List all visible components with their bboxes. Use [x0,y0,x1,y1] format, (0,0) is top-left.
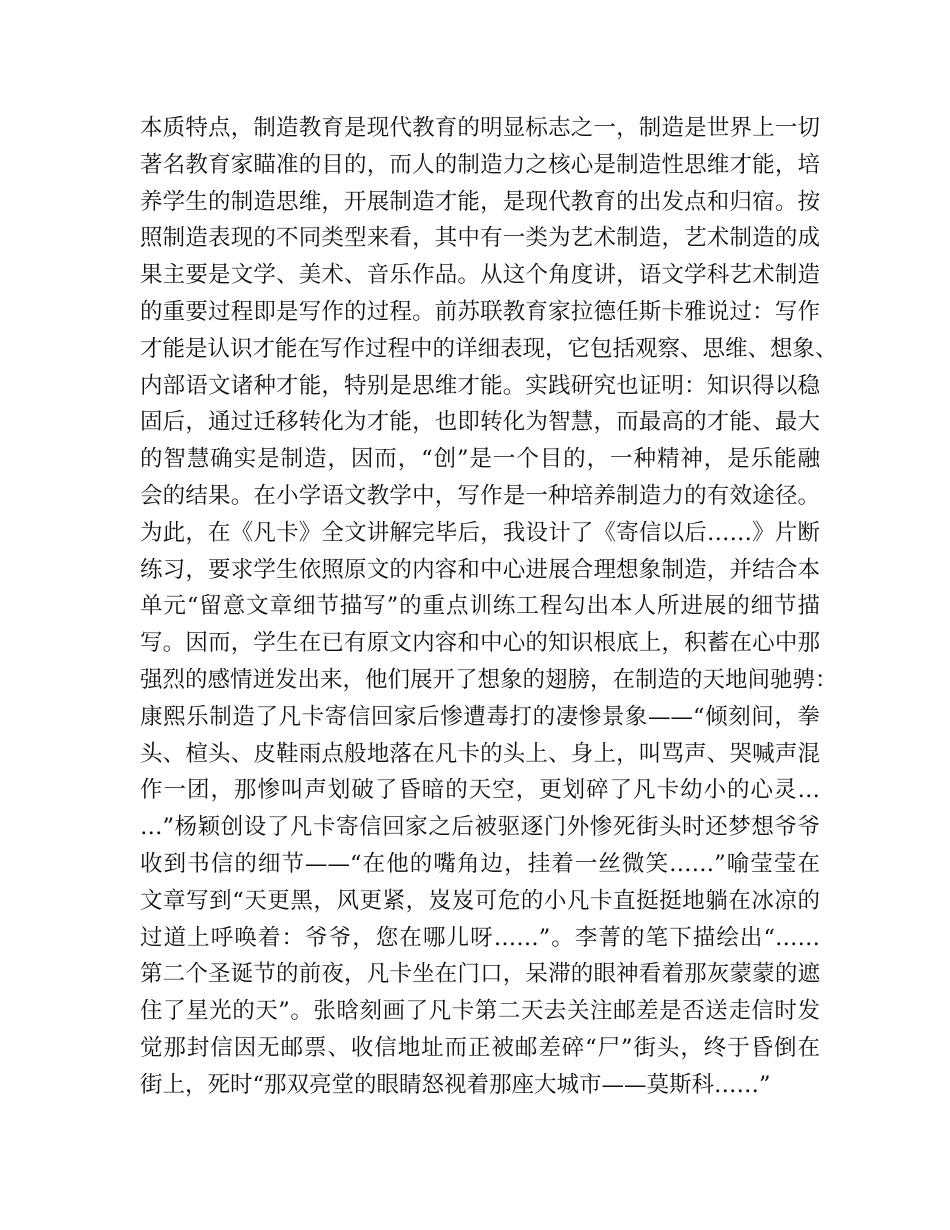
text-line: 写。因而，学生在已有原文内容和中心的知识根底上，积蓄在心中那 [140,630,820,657]
text-line: 过道上呼唤着：爷爷，您在哪儿呀……”。李菁的笔下描绘出“…… [140,924,820,951]
text-line: 本质特点，制造教育是现代教育的明显标志之一，制造是世界上一切 [140,115,820,141]
text-line: 街上，死时“那双亮堂的眼睛怒视着那座大城市——莫斯科……” [140,1071,771,1098]
text-line: 单元“留意文章细节描写”的重点训练工程勾出本人所进展的细节描 [140,593,820,620]
text-line: …”杨颖创设了凡卡寄信回家之后被驱逐门外惨死街头时还梦想爷爷 [140,814,820,841]
text-line: 养学生的制造思维，开展制造才能，是现代教育的出发点和归宿。按 [140,188,820,215]
text-line: 才能是认识才能在写作过程中的详细表现，它包括观察、思维、想象、 [140,335,838,362]
text-line: 照制造表现的不同类型来看，其中有一类为艺术制造，艺术制造的成 [140,225,820,252]
body-text [140,110,838,1104]
text-line: 的重要过程即是写作的过程。前苏联教育家拉德任斯卡雅说过：写作 [140,298,820,325]
text-line: 觉那封信因无邮票、收信地址而正被邮差碎“尸”街头，终于昏倒在 [140,1034,820,1061]
text-line: 作一团，那惨叫声划破了昏暗的天空，更划碎了凡卡幼小的心灵… [140,777,820,804]
text-line: 内部语文诸种才能，特别是思维才能。实践研究也证明：知识得以稳 [140,372,820,399]
text-line: 住了星光的天”。张晗刻画了凡卡第二天去关注邮差是否送走信时发 [140,998,820,1025]
text-line: 第二个圣诞节的前夜，凡卡坐在门口，呆滞的眼神看着那灰蒙蒙的遮 [140,961,820,988]
text-line: 固后，通过迁移转化为才能，也即转化为智慧，而最高的才能、最大 [140,409,820,436]
text-line: 练习，要求学生依照原文的内容和中心进展合理想象制造，并结合本 [140,556,820,583]
text-line: 著名教育家瞄准的目的，而人的制造力之核心是制造性思维才能，培 [140,151,820,178]
text-line: 的智慧确实是制造，因而，“创”是一个目的，一种精神，是乐能融 [140,446,820,473]
text-line: 强烈的感情迸发出来，他们展开了想象的翅膀，在制造的天地间驰骋： [140,666,838,693]
text-line: 头、楦头、皮鞋雨点般地落在凡卡的头上、身上，叫骂声、哭喊声混 [140,740,820,767]
text-line: 康熙乐制造了凡卡寄信回家后惨遭毒打的凄惨景象——“倾刻间，拳 [140,703,820,730]
text-line: 果主要是文学、美术、音乐作品。从这个角度讲，语文学科艺术制造 [140,262,820,289]
text-line: 会的结果。在小学语文教学中，写作是一种培养制造力的有效途径。 [140,482,820,509]
text-line: 文章写到“天更黑，风更紧，岌岌可危的小凡卡直挺挺地躺在冰凉的 [140,887,820,914]
text-line: 收到书信的细节——“在他的嘴角边，挂着一丝微笑……”喻莹莹在 [140,850,820,877]
text-line: 为此，在《凡卡》全文讲解完毕后，我设计了《寄信以后……》片断 [140,519,820,546]
